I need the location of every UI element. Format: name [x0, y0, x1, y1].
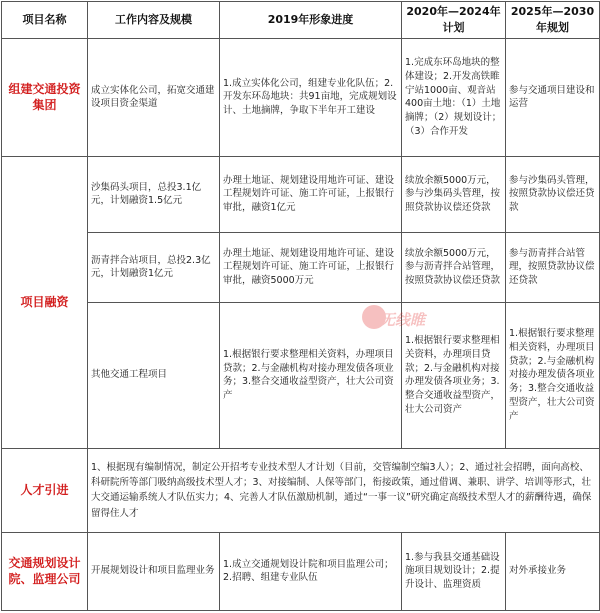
header-2025-line2: 年规划: [536, 20, 569, 34]
table-row: [2, 156, 600, 232]
content-cell: 其他交通工程项目: [88, 302, 220, 448]
category-cell: 交通规划设计院、监理公司: [2, 532, 88, 610]
table-row: [2, 38, 600, 156]
plan-2025-cell: 参与沙集码头管理，按照贷款协议偿还贷款: [506, 156, 600, 232]
progress-2019-cell: 办理土地证、规划建设用地许可证、建设工程规划许可证、施工许可证，上报银行审批，融资5000万元: [220, 232, 402, 302]
plan-2020-cell: 1.完成东环岛地块的整体建设；2.开发高铁睢宁站1000亩、观音站400亩土地：（1）土地摘牌；（2）规划设计；（3）合作开发: [402, 38, 506, 156]
table-row: [2, 448, 600, 532]
plan-2020-cell: 1.根据银行要求整理相关资料，办理项目贷款；2.与金融机构对接办理发债各项业务；3.整合交通收益型资产，壮大公司资产: [402, 302, 506, 448]
category-cell: 人才引进: [2, 448, 88, 532]
category-cell: 项目融资: [2, 156, 88, 448]
header-2025-2030: [506, 2, 600, 39]
header-name: 项目名称: [2, 2, 88, 39]
talent-content-cell: 1、根据现有编制情况，制定公开招考专业技术型人才计划（目前，交管编制空编3人）；2、通过社会招聘，面向高校、科研院所等部门吸纳高级技术型人才；3、对接编制、人保等部门，衔接政策，通过借调、兼职、讲学、培训等形式，壮大交通运输系统人才队伍实力；4、完善人才队伍激励机制，通过“一事一议”研究确定高级技术型人才的薪酬待遇，确保留得住人才: [88, 448, 600, 532]
header-2019: 2019年形象进度: [220, 2, 402, 39]
plan-2020-cell: 续放余额5000万元，参与沙集码头管理，按照贷款协议偿还贷款: [402, 156, 506, 232]
progress-2019-cell: 办理土地证、规划建设用地许可证、建设工程规划许可证、施工许可证，上报银行审批，融资1亿元: [220, 156, 402, 232]
content-cell: 开展规划设计和项目监理业务: [88, 532, 220, 610]
plan-2020-cell: 续放余额5000万元，参与沥青拌合站管理，按照贷款协议偿还贷款: [402, 232, 506, 302]
plan-2020-cell: 1.参与我县交通基础设施项目规划设计；2.提升设计、监理资质: [402, 532, 506, 610]
plan-2025-cell: 1.根据银行要求整理相关资料，办理项目贷款；2.与金融机构对接办理发债各项业务；3.整合交通收益型资产，壮大公司资产: [506, 302, 600, 448]
content-cell: 成立实体化公司，拓宽交通建设项目资金渠道: [88, 38, 220, 156]
header-2025-line1: 2025年—2030: [510, 5, 595, 18]
table-row: [2, 232, 600, 302]
progress-2019-cell: 1.成立交通规划设计院和项目监理公司；2.招聘、组建专业队伍: [220, 532, 402, 610]
plan-table: [1, 1, 600, 611]
plan-2025-cell: 参与沥青拌合站管理，按照贷款协议偿还贷款: [506, 232, 600, 302]
table-row: [2, 532, 600, 610]
watermark-text: 无线睢: [380, 311, 426, 329]
plan-2025-cell: 对外承接业务: [506, 532, 600, 610]
header-row: [2, 2, 600, 39]
header-content: 工作内容及规模: [88, 2, 220, 39]
category-cell: 组建交通投资集团: [2, 38, 88, 156]
progress-2019-cell: 1.根据银行要求整理相关资料，办理项目贷款；2.与金融机构对接办理发债各项业务；3.整合交通收益型资产，壮大公司资产: [220, 302, 402, 448]
header-2020-line2: 计划: [442, 20, 465, 34]
plan-2025-cell: 参与交通项目建设和运营: [506, 38, 600, 156]
header-2020-line1: 2020年—2024年: [406, 5, 501, 18]
content-cell: 沥青拌合站项目，总投2.3亿元，计划融资1亿元: [88, 232, 220, 302]
table-row: [2, 302, 600, 448]
progress-2019-cell: 1.成立实体化公司，组建专业化队伍；2.开发东环岛地块：共91亩地，完成规划设计、土地摘牌，争取下半年开工建设: [220, 38, 402, 156]
content-cell: 沙集码头项目，总投3.1亿元，计划融资1.5亿元: [88, 156, 220, 232]
header-2020-2024: [402, 2, 506, 39]
